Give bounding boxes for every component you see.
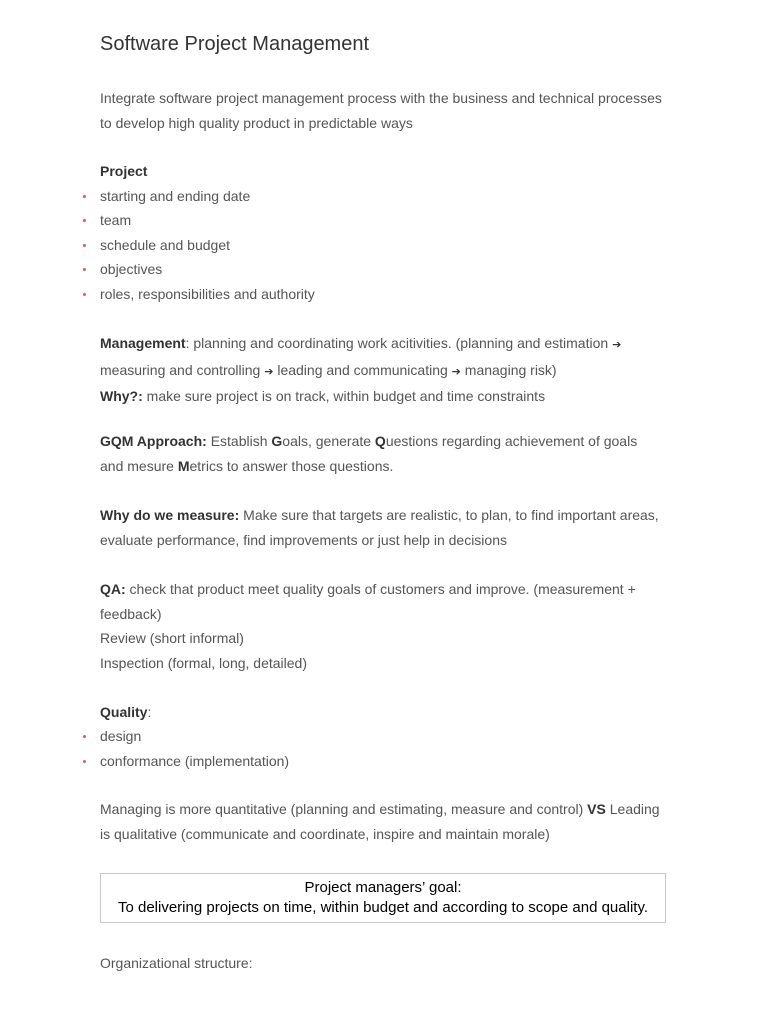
project-item-text: objectives — [100, 261, 163, 277]
intro-line-2: to develop high quality product in predictable ways — [100, 114, 413, 131]
why-text: make sure project is on track, within budget and time constraints — [142, 388, 546, 404]
quality-colon: : — [147, 704, 152, 720]
org-structure-heading — [100, 951, 672, 976]
quality-list-item — [100, 724, 141, 749]
project-item-text: roles, responsibilities and authority — [100, 286, 315, 302]
bullet-icon — [83, 219, 86, 222]
managing-line-2: is qualitative (communicate and coordinate, inspire and maintain morale) — [100, 825, 550, 842]
project-list-item — [100, 208, 131, 233]
bullet-icon — [83, 760, 86, 763]
bullet-icon — [83, 195, 86, 198]
quality-label: Quality — [100, 704, 148, 720]
qa-line-2: feedback) — [100, 605, 162, 622]
project-item-text: schedule and budget — [100, 237, 230, 253]
management-text-4: managing risk) — [464, 361, 557, 378]
arrow-right-icon: ➔ — [451, 365, 461, 378]
gqm-text: etrics to answer those questions. — [189, 457, 394, 474]
qa-label: QA: — [100, 581, 126, 597]
project-item-text: team — [100, 212, 132, 228]
management-text-3: leading and communicating — [277, 361, 448, 378]
project-list-item — [100, 184, 250, 209]
gqm-label: GQM Approach: — [100, 433, 207, 449]
page-title: Software Project Management — [100, 33, 370, 55]
qa-line-1: check that product meet quality goals of customers and improve. (measurement + — [125, 581, 636, 597]
management-text-2: measuring and controlling — [100, 361, 261, 378]
management-text-1: : planning and coordinating work acitivities. (planning and estimation — [185, 335, 609, 351]
project-list-item — [100, 233, 230, 258]
project-item-text: starting and ending date — [100, 188, 251, 204]
bullet-icon — [83, 293, 86, 296]
project-list-item — [100, 257, 162, 282]
arrow-right-icon: ➔ — [612, 339, 622, 351]
gqm-letter-q: Q — [374, 433, 386, 449]
management-paragraph — [100, 331, 672, 409]
gqm-letter-g: G — [271, 433, 283, 449]
project-list-item — [100, 282, 315, 307]
quality-item-text: conformance (implementation) — [100, 753, 290, 769]
goal-title: Project managers’ goal: — [304, 879, 462, 896]
goal-callout-box — [100, 873, 666, 923]
bullet-icon — [83, 735, 86, 738]
managing-vs: VS — [587, 801, 606, 817]
measure-label: Why do we measure: — [100, 507, 240, 523]
gqm-text: Establish — [206, 433, 272, 449]
qa-inspection: Inspection (formal, long, detailed) — [100, 654, 307, 671]
project-heading-text: Project — [100, 163, 148, 179]
gqm-text: oals, generate — [282, 433, 375, 449]
org-structure-text: Organizational structure: — [100, 955, 253, 971]
managing-paragraph — [100, 797, 672, 846]
why-label: Why?: — [100, 388, 143, 404]
measure-paragraph — [100, 503, 672, 552]
quality-item-text: design — [100, 728, 142, 744]
bullet-icon — [83, 244, 86, 247]
quality-heading — [100, 700, 672, 725]
qa-paragraph — [100, 577, 672, 675]
goal-text: To delivering projects on time, within budget and according to scope and quality. — [117, 899, 649, 916]
measure-line-2: evaluate performance, find improvements or just help in decisions — [100, 531, 507, 548]
management-label: Management — [100, 335, 186, 351]
managing-line-1b: Leading — [605, 801, 660, 817]
measure-line-1: Make sure that targets are realistic, to plan, to find important areas, — [239, 507, 659, 523]
quality-list-item — [100, 749, 289, 774]
intro-paragraph — [100, 86, 672, 135]
intro-line-1: Integrate software project management process with the business and technical processes — [100, 90, 662, 106]
arrow-right-icon: ➔ — [264, 365, 274, 378]
gqm-letter-m: M — [177, 457, 190, 474]
qa-review: Review (short informal) — [100, 630, 244, 646]
managing-line-1a: Managing is more quantitative (planning and estimating, measure and control) — [100, 801, 588, 817]
gqm-text: and mesure — [100, 457, 178, 474]
bullet-icon — [83, 268, 86, 271]
gqm-paragraph — [100, 429, 672, 478]
project-heading — [100, 159, 672, 184]
gqm-text: uestions regarding achievement of goals — [385, 433, 638, 449]
